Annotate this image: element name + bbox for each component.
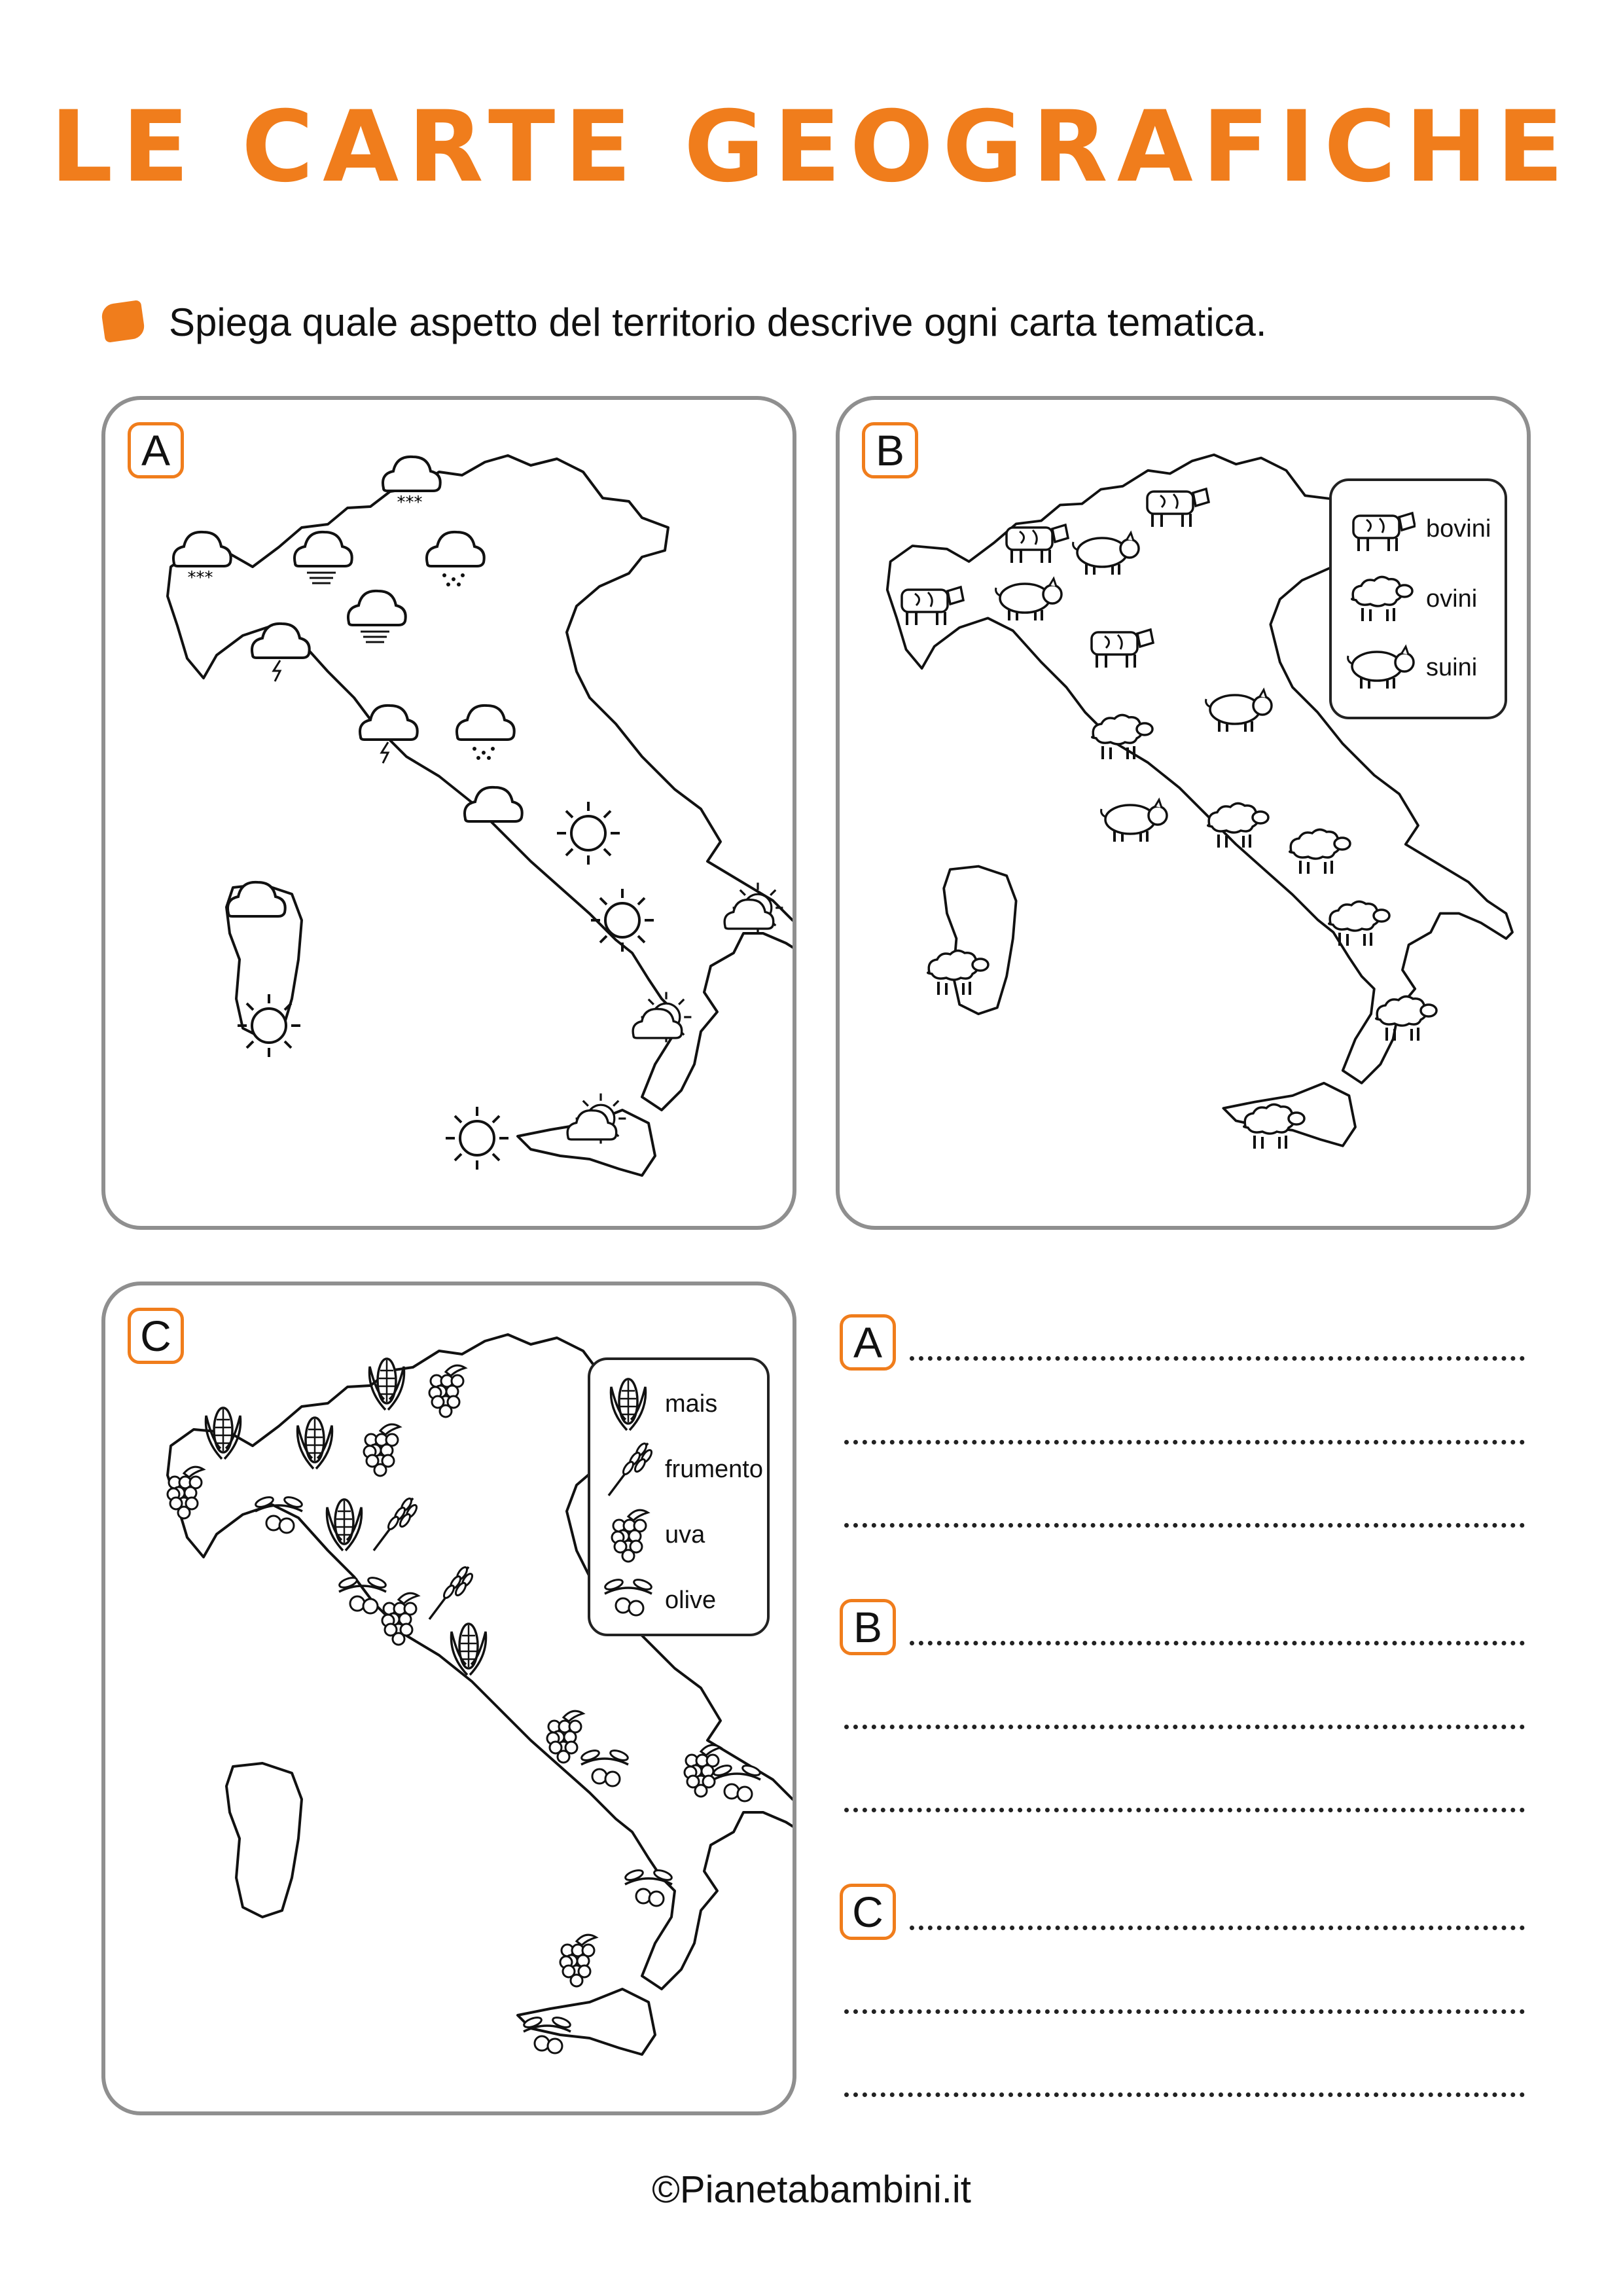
map-panel-c — [101, 1282, 796, 2115]
cow-icon — [1092, 630, 1153, 668]
grapes-icon — [547, 1711, 583, 1763]
legend-label: uva — [665, 1520, 705, 1549]
storm-cloud-icon — [360, 706, 418, 763]
answer-line-a-1[interactable] — [910, 1356, 1525, 1361]
legend-item-ovini — [1344, 569, 1477, 628]
copyright-footer: ©Pianetabambini.it — [652, 2168, 971, 2211]
corn-icon — [602, 1374, 654, 1433]
answer-line-c-2[interactable] — [844, 2009, 1525, 2014]
rain-cloud-icon — [427, 532, 484, 586]
wheat-icon — [374, 1497, 418, 1551]
grapes-icon — [429, 1365, 465, 1417]
sheep-icon — [1344, 573, 1416, 625]
corn-icon — [452, 1624, 486, 1675]
cow-icon — [1147, 489, 1209, 527]
answer-line-b-3[interactable] — [844, 1808, 1525, 1812]
grapes-icon — [560, 1935, 596, 1986]
instruction-text: Spiega quale aspetto del territorio descrive ogni carta tematica. — [169, 300, 1267, 344]
map-label-b: B — [862, 422, 918, 478]
sheep-icon — [1092, 715, 1152, 759]
corn-icon — [327, 1499, 362, 1551]
sheep-icon — [1208, 803, 1268, 848]
map-label-a: A — [128, 422, 184, 478]
rain-cloud-icon — [457, 706, 514, 760]
instruction-bullet-icon — [100, 300, 145, 343]
fog-cloud-icon — [294, 532, 352, 583]
sheep-icon — [928, 950, 988, 995]
grapes-icon — [382, 1593, 418, 1645]
crops-legend — [588, 1357, 770, 1636]
grapes-icon — [168, 1467, 204, 1518]
pig-icon — [1101, 800, 1167, 842]
corn-icon — [370, 1359, 404, 1410]
pig-icon — [1073, 533, 1139, 575]
pig-icon — [1344, 641, 1416, 694]
weather-map — [105, 400, 793, 1226]
answer-line-c-1[interactable] — [910, 1926, 1525, 1930]
grapes-icon — [364, 1424, 400, 1476]
answer-line-b-2[interactable] — [844, 1725, 1525, 1729]
answer-line-b-1[interactable] — [910, 1641, 1525, 1645]
corn-icon — [298, 1418, 332, 1469]
storm-cloud-icon — [252, 624, 310, 681]
answer-line-a-3[interactable] — [844, 1523, 1525, 1528]
cow-icon — [1344, 503, 1416, 555]
answer-line-c-3[interactable] — [844, 2092, 1525, 2097]
wheat-icon — [429, 1566, 474, 1619]
answer-line-a-2[interactable] — [844, 1440, 1525, 1444]
cow-icon — [902, 587, 963, 625]
map-panel-b — [836, 396, 1531, 1230]
legend-item-mais — [602, 1374, 717, 1433]
legend-item-uva — [602, 1505, 705, 1564]
olives-icon — [580, 1749, 629, 1786]
pig-icon — [996, 579, 1061, 620]
sun-icon — [446, 1107, 508, 1170]
olives-icon — [602, 1571, 654, 1630]
wheat-icon — [602, 1440, 654, 1499]
page-title: LE CARTE GEOGRAFICHE — [50, 90, 1573, 204]
cloud-icon — [465, 787, 522, 821]
pig-icon — [1206, 690, 1272, 732]
olives-icon — [713, 1764, 761, 1801]
map-panel-a — [101, 396, 796, 1230]
legend-label: ovini — [1426, 584, 1478, 613]
olives-icon — [624, 1869, 673, 1906]
map-label-c: C — [128, 1308, 184, 1364]
sun-icon — [238, 994, 300, 1057]
answer-label-b: B — [840, 1599, 896, 1655]
legend-label: frumento — [665, 1455, 763, 1483]
sun-icon — [557, 802, 620, 865]
legend-label: olive — [665, 1586, 717, 1614]
sun-cloud-icon — [567, 1094, 626, 1144]
legend-item-olive — [602, 1571, 716, 1630]
legend-item-suini — [1344, 638, 1477, 697]
answer-label-a: A — [840, 1314, 896, 1371]
answer-label-c: C — [840, 1884, 896, 1940]
grapes-icon — [602, 1505, 654, 1564]
legend-item-bovini — [1344, 499, 1491, 558]
olives-icon — [255, 1496, 303, 1533]
legend-label: suini — [1426, 653, 1478, 681]
fog-cloud-icon — [348, 591, 406, 642]
sheep-icon — [1376, 996, 1436, 1041]
sheep-icon — [1244, 1104, 1304, 1149]
legend-item-frumento — [602, 1440, 763, 1499]
legend-label: mais — [665, 1390, 718, 1418]
livestock-legend — [1329, 478, 1507, 719]
sun-icon — [591, 889, 654, 952]
legend-label: bovini — [1426, 514, 1491, 543]
cow-icon — [1007, 525, 1068, 563]
snow-cloud-icon — [383, 457, 440, 512]
sheep-icon — [1290, 829, 1350, 874]
snow-cloud-icon — [173, 532, 231, 588]
corn-icon — [206, 1408, 241, 1459]
